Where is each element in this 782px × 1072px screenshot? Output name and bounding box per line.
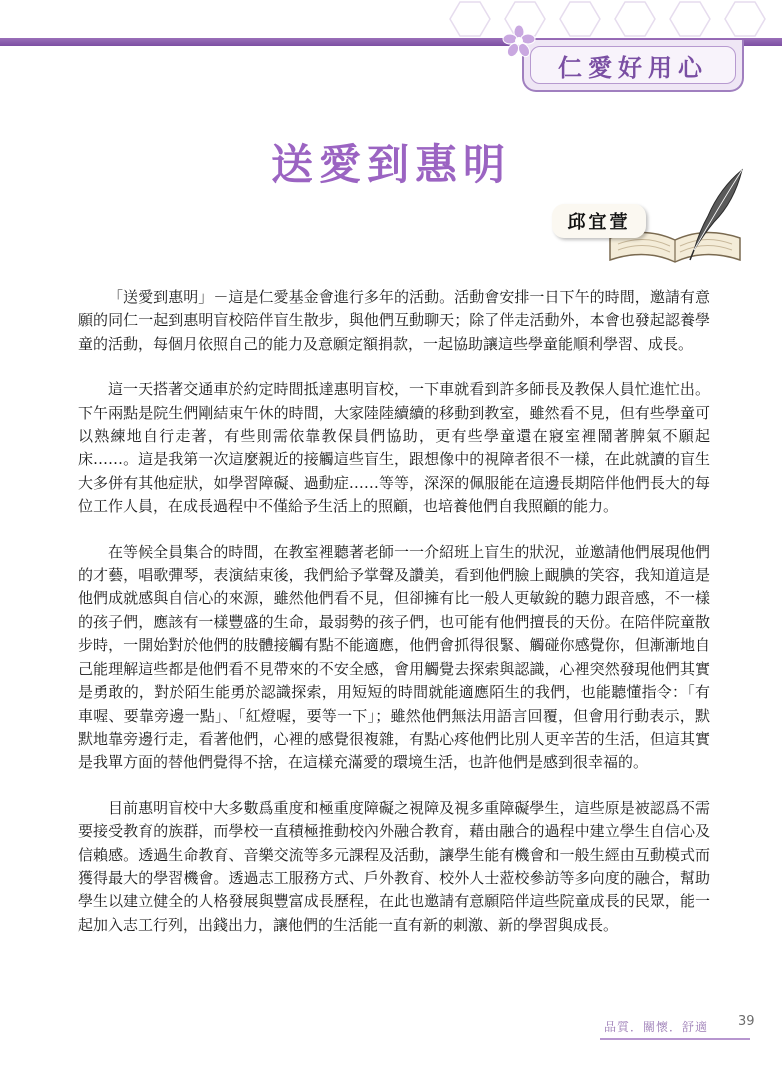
footer-motto: 品質．關懷．舒適 [604, 1020, 709, 1034]
paragraph: 這一天搭著交通車於約定時間抵達惠明盲校，一下車就看到許多師長及教保人員忙進忙出。下午兩點是院生們剛結束午休的時間，大家陸陸續續的移動到教室，雖然看不見，但有些學童可以熟練地自行走著，有些則需依靠教保員們協助，更有些學童還在寢室裡鬧著脾氣不願起床……。這是我第一次這麼親近的接觸這些盲生，跟想像中的視障者很不一樣，在此就讀的盲生大多併有其他症狀，如學習障礙、過動症……等等，深深的佩服能在這邊長期陪伴他們長大的每位工作人員，在成長過程中不僅給予生活上的照顧，也培養他們自我照顧的能力。 [78, 380, 710, 516]
article-title: 送愛到惠明 [270, 140, 511, 189]
article-body [78, 286, 710, 959]
paragraph: 「送愛到惠明」－這是仁愛基金會進行多年的活動。活動會安排一日下午的時間，邀請有意願的同仁一起到惠明盲校陪伴盲生散步，與他們互動聊天；除了伴走活動外，本會也發起認養學童的活動，每個月依照自己的能力及意願定額捐款，一起協助讓這些學童能順利學習、成長。 [78, 288, 710, 353]
footer-divider [600, 1038, 750, 1040]
section-tab [522, 40, 744, 92]
author-name: 邱宜萱 [567, 212, 631, 233]
flower-icon [502, 24, 536, 58]
paragraph: 目前惠明盲校中大多數爲重度和極重度障礙之視障及視多重障礙學生，這些原是被認爲不需要接受教育的族群，而學校一直積極推動校內外融合教育，藉由融合的過程中建立學生自信心及信賴感。透過生命教育、音樂交流等多元課程及活動，讓學生能有機會和一般生經由互動模式而獲得最大的學習機會。透過志工服務方式、戶外教育、校外人士蒞校參訪等多向度的融合，幫助學生以建立健全的人格發展與豐富成長歷程，在此也邀請有意願陪伴這些院童成長的民眾，能一起加入志工行列，出錢出力，讓他們的生活能一直有新的刺激、新的學習與成長。 [78, 798, 710, 934]
section-tab-inner [530, 46, 736, 84]
author-tag [552, 204, 646, 238]
page-number: 39 [738, 1014, 755, 1029]
paragraph: 在等候全員集合的時間，在教室裡聽著老師一一介紹班上盲生的狀況，並邀請他們展現他們的才藝，唱歌彈琴，表演結束後，我們給予掌聲及讚美，看到他們臉上靦腆的笑容，我知道這是他們成就感與自信心的來源，雖然他們看不見，但卻擁有比一般人更敏銳的聽力跟音感，不一樣的孩子們，應該有一樣豐盛的生命，最弱勢的孩子們，也可能有他們擅長的天份。在陪伴院童散步時，一開始對於他們的肢體接觸有點不能適應，他們會抓得很緊、觸碰你感覺你，但漸漸地自己能理解這些都是他們看不見帶來的不安全感，會用觸覺去探索與認識，心裡突然發現他們其實是勇敢的，對於陌生能勇於認識探索，用短短的時間就能適應陌生的我們，也能聽懂指令：「有車喔、要靠旁邊一點」、「紅燈喔，要等一下」；雖然他們無法用語言回覆，但會用行動表示，默默地靠旁邊行走，看著他們，心裡的感覺很複雜，有點心疼他們比別人更辛苦的生活，但這其實是我單方面的替他們覺得不捨，在這樣充滿愛的環境生活，也許他們是感到很幸福的。 [78, 542, 710, 772]
section-label: 仁愛好用心 [558, 53, 708, 82]
